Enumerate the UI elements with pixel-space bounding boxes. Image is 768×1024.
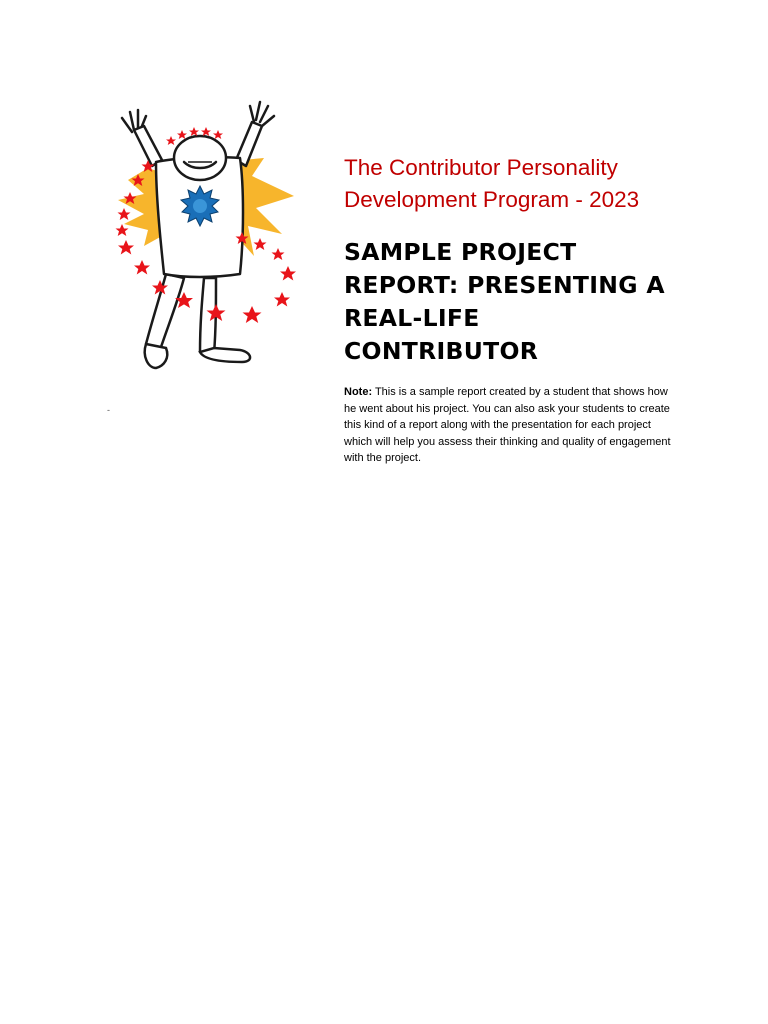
note-text: This is a sample report created by a student that shows how he went about his project. You can also ask your students to create this kind of a report along with the presentation for each project which will help you assess their thinking and quality of engagement with the project. xyxy=(344,386,671,465)
report-title: SAMPLE PROJECT REPORT: PRESENTING A REAL-LIFE CONTRIBUTOR xyxy=(344,238,665,365)
note-paragraph xyxy=(344,384,674,467)
content-column xyxy=(344,152,674,467)
note-label: Note: xyxy=(344,386,373,398)
stray-mark: - xyxy=(107,405,110,415)
celebrating-person-icon xyxy=(104,96,304,378)
program-title: The Contributor Personality Development Program - 2023 xyxy=(344,155,640,212)
